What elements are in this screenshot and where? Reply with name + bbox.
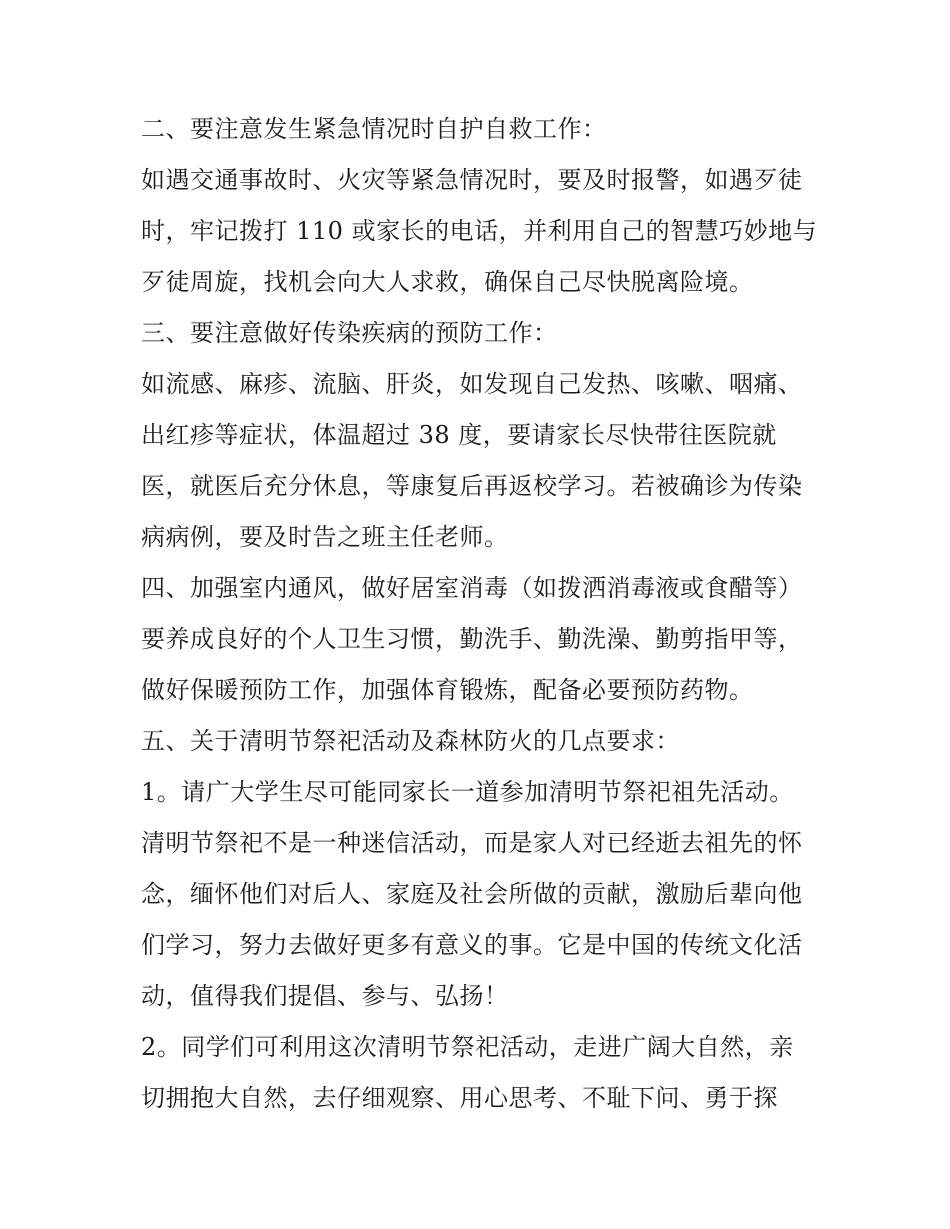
text-line: 如遇交通事故时、火灾等紧急情况时，要及时报警，如遇歹徒: [141, 166, 803, 194]
text-line: 出红疹等症状，体温超过 38 度，要请家长尽快带往医院就: [141, 421, 777, 449]
text-line: 要养成良好的个人卫生习惯，勤洗手、勤洗澡、勤剪指甲等，: [141, 625, 803, 653]
text-line: 如流感、麻疹、流脑、肝炎，如发现自己发热、咳嗽、咽痛、: [141, 370, 803, 398]
heading-section-4: 四、加强室内通风，做好居室消毒（如拨洒消毒液或食醋等）: [141, 574, 803, 602]
text-line: 动，值得我们提倡、参与、弘扬！: [141, 982, 509, 1010]
list-item-1: 1。请广大学生尽可能同家长一道参加清明节祭祀祖先活动。: [141, 778, 794, 806]
text-line: 念，缅怀他们对后人、家庭及社会所做的贡献，激励后辈向他: [141, 880, 803, 908]
text-line: 病病例，要及时告之班主任老师。: [141, 523, 509, 551]
text-line: 清明节祭祀不是一种迷信活动，而是家人对已经逝去祖先的怀: [141, 829, 803, 857]
text-line: 做好保暖预防工作，加强体育锻炼，配备必要预防药物。: [141, 676, 754, 704]
heading-section-2: 二、要注意发生紧急情况时自护自救工作：: [141, 115, 607, 143]
text-line: 时，牢记拨打 110 或家长的电话，并利用自己的智慧巧妙地与: [141, 217, 818, 245]
heading-section-3: 三、要注意做好传染疾病的预防工作：: [141, 319, 558, 347]
text-line: 们学习，努力去做好更多有意义的事。它是中国的传统文化活: [141, 931, 803, 959]
text-line: 切拥抱大自然，去仔细观察、用心思考、不耻下问、勇于探: [141, 1084, 778, 1112]
list-item-2: 2。同学们可利用这次清明节祭祀活动，走进广阔大自然，亲: [141, 1033, 794, 1061]
heading-section-5: 五、关于清明节祭祀活动及森林防火的几点要求：: [141, 727, 680, 755]
text-line: 医，就医后充分休息，等康复后再返校学习。若被确诊为传染: [141, 472, 803, 500]
text-line: 歹徒周旋，找机会向大人求救，确保自己尽快脱离险境。: [141, 268, 754, 296]
